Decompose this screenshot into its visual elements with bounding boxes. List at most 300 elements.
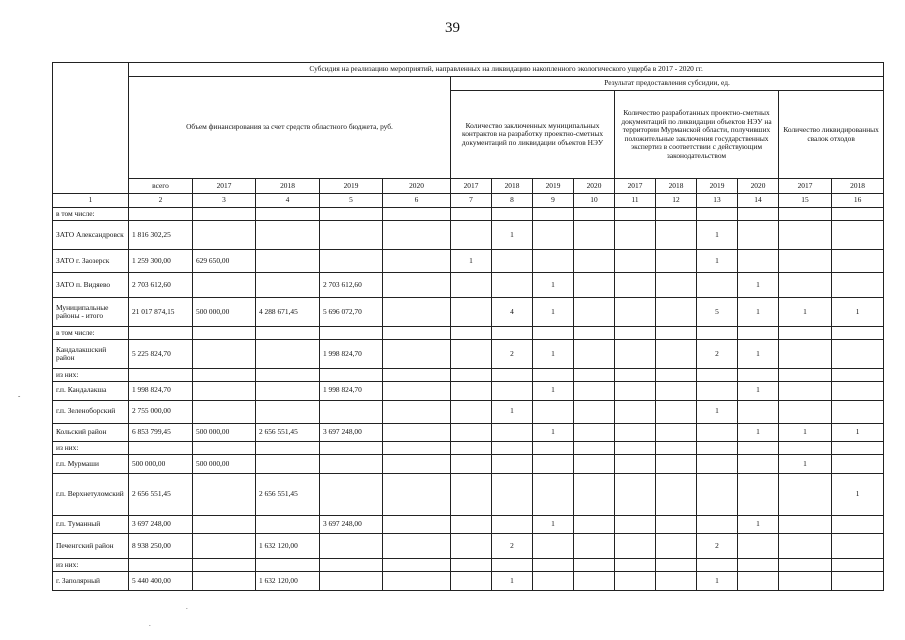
value-cell: 1 bbox=[738, 339, 779, 368]
value-cell bbox=[451, 400, 492, 423]
subheader-cell: 2018 bbox=[492, 179, 533, 194]
column-number-cell: 5 bbox=[320, 193, 383, 208]
value-cell bbox=[533, 442, 574, 455]
value-cell: 1 bbox=[492, 220, 533, 249]
value-cell bbox=[656, 250, 697, 273]
value-cell bbox=[193, 220, 256, 249]
value-cell bbox=[383, 559, 451, 572]
value-cell bbox=[320, 534, 383, 559]
value-cell bbox=[832, 339, 884, 368]
value-cell bbox=[320, 327, 383, 340]
value-cell bbox=[320, 250, 383, 273]
value-cell bbox=[832, 442, 884, 455]
value-cell bbox=[383, 298, 451, 327]
value-cell: 5 bbox=[697, 298, 738, 327]
value-cell bbox=[193, 559, 256, 572]
value-cell bbox=[779, 381, 832, 400]
value-cell bbox=[832, 327, 884, 340]
subheader-cell: 2019 bbox=[320, 179, 383, 194]
value-cell bbox=[574, 273, 615, 298]
value-cell bbox=[656, 423, 697, 442]
subheader-cell: 2019 bbox=[533, 179, 574, 194]
value-cell bbox=[383, 442, 451, 455]
value-cell bbox=[697, 515, 738, 534]
corner-cell bbox=[53, 63, 129, 194]
column-number-cell: 9 bbox=[533, 193, 574, 208]
value-cell bbox=[779, 559, 832, 572]
row-label-cell: г.п. Мурмаши bbox=[53, 454, 129, 473]
value-cell bbox=[492, 515, 533, 534]
value-cell bbox=[451, 534, 492, 559]
value-cell bbox=[779, 571, 832, 590]
value-cell bbox=[615, 515, 656, 534]
value-cell bbox=[656, 327, 697, 340]
value-cell: 1 bbox=[492, 400, 533, 423]
value-cell bbox=[492, 442, 533, 455]
value-cell bbox=[383, 381, 451, 400]
subheader-cell: 2018 bbox=[256, 179, 320, 194]
value-cell bbox=[256, 273, 320, 298]
value-cell bbox=[256, 400, 320, 423]
value-cell bbox=[615, 298, 656, 327]
value-cell bbox=[615, 473, 656, 515]
value-cell bbox=[383, 571, 451, 590]
value-cell bbox=[615, 273, 656, 298]
value-cell bbox=[615, 400, 656, 423]
value-cell bbox=[656, 515, 697, 534]
value-cell bbox=[320, 559, 383, 572]
value-cell bbox=[533, 208, 574, 221]
table-row bbox=[53, 515, 884, 534]
value-cell bbox=[832, 400, 884, 423]
column-number-cell: 13 bbox=[697, 193, 738, 208]
row-label-cell: г. Заполярный bbox=[53, 571, 129, 590]
value-cell bbox=[738, 442, 779, 455]
value-cell bbox=[320, 220, 383, 249]
value-cell bbox=[451, 273, 492, 298]
value-cell bbox=[615, 381, 656, 400]
value-cell bbox=[193, 273, 256, 298]
value-cell bbox=[779, 515, 832, 534]
value-cell bbox=[256, 220, 320, 249]
value-cell bbox=[574, 454, 615, 473]
value-cell bbox=[697, 423, 738, 442]
value-cell bbox=[779, 273, 832, 298]
value-cell bbox=[779, 442, 832, 455]
value-cell bbox=[533, 400, 574, 423]
value-cell bbox=[656, 473, 697, 515]
value-cell bbox=[779, 369, 832, 382]
value-cell: 1 bbox=[779, 423, 832, 442]
value-cell bbox=[697, 442, 738, 455]
value-cell bbox=[615, 534, 656, 559]
value-cell bbox=[256, 250, 320, 273]
value-cell bbox=[492, 208, 533, 221]
value-cell bbox=[533, 571, 574, 590]
value-cell bbox=[451, 369, 492, 382]
value-cell: 1 bbox=[738, 423, 779, 442]
value-cell bbox=[574, 298, 615, 327]
subheader-cell: 2017 bbox=[779, 179, 832, 194]
column-number-cell: 16 bbox=[832, 193, 884, 208]
row-label-cell: г.п. Кандалакша bbox=[53, 381, 129, 400]
value-cell bbox=[451, 339, 492, 368]
value-cell bbox=[832, 454, 884, 473]
subheader-cell: всего bbox=[129, 179, 193, 194]
column-number-cell: 2 bbox=[129, 193, 193, 208]
value-cell bbox=[256, 559, 320, 572]
value-cell: 2 755 000,00 bbox=[129, 400, 193, 423]
value-cell bbox=[656, 298, 697, 327]
value-cell bbox=[533, 327, 574, 340]
value-cell bbox=[738, 327, 779, 340]
row-label-cell: в том числе: bbox=[53, 208, 129, 221]
value-cell bbox=[256, 381, 320, 400]
subheader-cell: 2020 bbox=[738, 179, 779, 194]
dumps-header: Количество ликвидированных свалок отходов bbox=[779, 91, 884, 179]
value-cell: 1 bbox=[533, 381, 574, 400]
value-cell bbox=[533, 220, 574, 249]
table-row bbox=[53, 381, 884, 400]
value-cell bbox=[738, 369, 779, 382]
value-cell: 1 632 120,00 bbox=[256, 534, 320, 559]
contracts-header: Количество заключенных муниципальных контрактов на разработку проектно-сметных документаций по ликвидации объектов НЭУ bbox=[451, 91, 615, 179]
value-cell bbox=[256, 515, 320, 534]
value-cell bbox=[383, 473, 451, 515]
subheader-cell: 2017 bbox=[193, 179, 256, 194]
value-cell: 500 000,00 bbox=[193, 423, 256, 442]
value-cell bbox=[832, 369, 884, 382]
table-title: Субсидия на реализацию мероприятий, направленных на ликвидацию накопленного экологического ущерба в 2017 - 2020 гг. bbox=[129, 63, 884, 77]
row-label-cell: ЗАТО г. Заозерск bbox=[53, 250, 129, 273]
value-cell: 1 bbox=[832, 423, 884, 442]
row-label-cell: из них: bbox=[53, 442, 129, 455]
value-cell bbox=[574, 423, 615, 442]
table-row bbox=[53, 473, 884, 515]
value-cell bbox=[832, 571, 884, 590]
value-cell bbox=[129, 442, 193, 455]
value-cell bbox=[383, 369, 451, 382]
table-row bbox=[53, 534, 884, 559]
value-cell bbox=[697, 473, 738, 515]
value-cell bbox=[615, 327, 656, 340]
page-number: 39 bbox=[445, 20, 460, 36]
value-cell bbox=[574, 400, 615, 423]
financing-header: Объем финансирования за счет средств областного бюджета, руб. bbox=[129, 76, 451, 178]
value-cell bbox=[779, 220, 832, 249]
value-cell bbox=[832, 220, 884, 249]
table-row bbox=[53, 454, 884, 473]
value-cell bbox=[129, 208, 193, 221]
value-cell bbox=[615, 220, 656, 249]
value-cell: 1 816 302,25 bbox=[129, 220, 193, 249]
value-cell: 1 bbox=[451, 250, 492, 273]
value-cell bbox=[574, 381, 615, 400]
table-row bbox=[53, 369, 884, 382]
value-cell bbox=[832, 515, 884, 534]
value-cell bbox=[320, 400, 383, 423]
table-row bbox=[53, 298, 884, 327]
value-cell bbox=[256, 369, 320, 382]
value-cell bbox=[656, 339, 697, 368]
value-cell bbox=[451, 298, 492, 327]
value-cell bbox=[383, 339, 451, 368]
value-cell bbox=[697, 559, 738, 572]
value-cell bbox=[656, 273, 697, 298]
table-row bbox=[53, 250, 884, 273]
value-cell bbox=[779, 473, 832, 515]
row-label-cell: из них: bbox=[53, 559, 129, 572]
value-cell bbox=[697, 327, 738, 340]
value-cell bbox=[615, 250, 656, 273]
value-cell: 1 bbox=[832, 298, 884, 327]
value-cell bbox=[779, 327, 832, 340]
value-cell: 500 000,00 bbox=[193, 454, 256, 473]
column-number-cell: 4 bbox=[256, 193, 320, 208]
value-cell bbox=[656, 534, 697, 559]
value-cell: 3 697 248,00 bbox=[129, 515, 193, 534]
value-cell bbox=[383, 220, 451, 249]
value-cell: 1 bbox=[533, 339, 574, 368]
row-label-cell: Печенгский район bbox=[53, 534, 129, 559]
row-label-cell: ЗАТО Александровск bbox=[53, 220, 129, 249]
value-cell bbox=[383, 327, 451, 340]
value-cell: 2 656 551,45 bbox=[256, 473, 320, 515]
value-cell: 1 bbox=[533, 273, 574, 298]
value-cell bbox=[738, 400, 779, 423]
margin-dot: . bbox=[186, 603, 188, 611]
value-cell bbox=[129, 369, 193, 382]
value-cell: 1 bbox=[697, 220, 738, 249]
table-row bbox=[53, 423, 884, 442]
value-cell bbox=[492, 423, 533, 442]
value-cell bbox=[451, 454, 492, 473]
row-label-cell: в том числе: bbox=[53, 327, 129, 340]
value-cell bbox=[193, 369, 256, 382]
value-cell bbox=[574, 473, 615, 515]
value-cell bbox=[574, 571, 615, 590]
table-row bbox=[53, 220, 884, 249]
result-header: Результат предоставления субсидии, ед. bbox=[451, 76, 884, 91]
value-cell bbox=[320, 571, 383, 590]
value-cell bbox=[320, 473, 383, 515]
value-cell bbox=[533, 473, 574, 515]
value-cell bbox=[574, 339, 615, 368]
value-cell bbox=[574, 559, 615, 572]
row-label-cell: г.п. Туманный bbox=[53, 515, 129, 534]
value-cell: 6 853 799,45 bbox=[129, 423, 193, 442]
value-cell bbox=[615, 454, 656, 473]
value-cell bbox=[738, 208, 779, 221]
value-cell: 2 bbox=[697, 339, 738, 368]
value-cell bbox=[574, 515, 615, 534]
value-cell bbox=[492, 369, 533, 382]
value-cell bbox=[492, 250, 533, 273]
value-cell bbox=[533, 559, 574, 572]
subheader-cell: 2020 bbox=[383, 179, 451, 194]
value-cell bbox=[193, 327, 256, 340]
value-cell bbox=[193, 571, 256, 590]
value-cell bbox=[533, 250, 574, 273]
value-cell: 1 259 300,00 bbox=[129, 250, 193, 273]
margin-dot: . bbox=[149, 620, 151, 628]
value-cell bbox=[832, 559, 884, 572]
value-cell bbox=[383, 515, 451, 534]
value-cell bbox=[832, 208, 884, 221]
value-cell: 1 998 824,70 bbox=[320, 381, 383, 400]
column-number-cell: 12 bbox=[656, 193, 697, 208]
value-cell: 1 bbox=[697, 571, 738, 590]
value-cell bbox=[256, 339, 320, 368]
developed-header: Количество разработанных проектно-сметных документаций по ликвидации объектов НЭУ на территории Мурманской области, получивших положительные заключения государственных экспертиз в соответствии с действующим законодательством bbox=[615, 91, 779, 179]
value-cell bbox=[383, 423, 451, 442]
value-cell bbox=[383, 400, 451, 423]
value-cell: 2 703 612,60 bbox=[320, 273, 383, 298]
table-row bbox=[53, 273, 884, 298]
value-cell bbox=[451, 423, 492, 442]
value-cell bbox=[492, 381, 533, 400]
value-cell: 4 bbox=[492, 298, 533, 327]
value-cell bbox=[779, 534, 832, 559]
value-cell: 629 650,00 bbox=[193, 250, 256, 273]
value-cell bbox=[615, 208, 656, 221]
subheader-cell: 2017 bbox=[615, 179, 656, 194]
value-cell bbox=[320, 208, 383, 221]
value-cell bbox=[615, 559, 656, 572]
value-cell: 1 bbox=[738, 515, 779, 534]
value-cell bbox=[574, 534, 615, 559]
value-cell: 2 656 551,45 bbox=[256, 423, 320, 442]
value-cell bbox=[697, 381, 738, 400]
value-cell bbox=[492, 273, 533, 298]
row-label-cell: г.п. Зеленоборский bbox=[53, 400, 129, 423]
value-cell bbox=[574, 250, 615, 273]
value-cell bbox=[383, 208, 451, 221]
column-number-cell: 6 bbox=[383, 193, 451, 208]
value-cell bbox=[492, 473, 533, 515]
column-number-cell: 7 bbox=[451, 193, 492, 208]
value-cell bbox=[320, 454, 383, 473]
margin-dot: - bbox=[18, 392, 21, 400]
value-cell bbox=[738, 454, 779, 473]
value-cell bbox=[738, 559, 779, 572]
value-cell bbox=[574, 208, 615, 221]
value-cell bbox=[615, 442, 656, 455]
value-cell bbox=[492, 454, 533, 473]
value-cell: 500 000,00 bbox=[129, 454, 193, 473]
value-cell: 1 bbox=[533, 423, 574, 442]
value-cell: 1 632 120,00 bbox=[256, 571, 320, 590]
value-cell bbox=[779, 208, 832, 221]
value-cell bbox=[193, 515, 256, 534]
value-cell: 1 bbox=[738, 273, 779, 298]
value-cell: 1 bbox=[533, 298, 574, 327]
table-row bbox=[53, 571, 884, 590]
value-cell bbox=[574, 369, 615, 382]
value-cell: 4 288 671,45 bbox=[256, 298, 320, 327]
value-cell: 2 703 612,60 bbox=[129, 273, 193, 298]
value-cell bbox=[832, 250, 884, 273]
value-cell bbox=[832, 534, 884, 559]
row-label-cell: г.п. Верхнетуломский bbox=[53, 473, 129, 515]
value-cell bbox=[738, 534, 779, 559]
column-number-cell: 10 bbox=[574, 193, 615, 208]
value-cell bbox=[193, 381, 256, 400]
value-cell bbox=[656, 400, 697, 423]
value-cell: 1 bbox=[697, 250, 738, 273]
value-cell bbox=[615, 369, 656, 382]
value-cell bbox=[193, 339, 256, 368]
value-cell bbox=[738, 571, 779, 590]
value-cell bbox=[656, 381, 697, 400]
value-cell: 8 938 250,00 bbox=[129, 534, 193, 559]
value-cell bbox=[656, 442, 697, 455]
column-number-cell: 8 bbox=[492, 193, 533, 208]
value-cell bbox=[383, 250, 451, 273]
value-cell bbox=[574, 220, 615, 249]
value-cell bbox=[656, 559, 697, 572]
value-cell bbox=[492, 559, 533, 572]
value-cell bbox=[779, 250, 832, 273]
table-row bbox=[53, 339, 884, 368]
value-cell bbox=[193, 442, 256, 455]
value-cell bbox=[738, 220, 779, 249]
value-cell: 3 697 248,00 bbox=[320, 515, 383, 534]
value-cell bbox=[656, 220, 697, 249]
value-cell bbox=[615, 339, 656, 368]
value-cell: 1 bbox=[779, 298, 832, 327]
table-row bbox=[53, 559, 884, 572]
value-cell bbox=[697, 369, 738, 382]
value-cell: 1 bbox=[779, 454, 832, 473]
value-cell bbox=[451, 381, 492, 400]
table-row bbox=[53, 208, 884, 221]
value-cell bbox=[451, 515, 492, 534]
value-cell bbox=[738, 250, 779, 273]
value-cell: 1 bbox=[738, 381, 779, 400]
value-cell bbox=[697, 208, 738, 221]
column-number-cell: 15 bbox=[779, 193, 832, 208]
table-row bbox=[53, 442, 884, 455]
table-row bbox=[53, 400, 884, 423]
value-cell bbox=[697, 273, 738, 298]
subheader-cell: 2019 bbox=[697, 179, 738, 194]
column-number-cell: 3 bbox=[193, 193, 256, 208]
value-cell: 1 998 824,70 bbox=[129, 381, 193, 400]
subsidy-table bbox=[52, 62, 884, 591]
value-cell bbox=[451, 473, 492, 515]
value-cell bbox=[256, 442, 320, 455]
value-cell bbox=[451, 327, 492, 340]
value-cell: 1 bbox=[738, 298, 779, 327]
value-cell: 2 bbox=[492, 339, 533, 368]
column-number-cell: 11 bbox=[615, 193, 656, 208]
value-cell bbox=[451, 559, 492, 572]
value-cell bbox=[193, 208, 256, 221]
row-label-cell: Муниципальные районы - итого bbox=[53, 298, 129, 327]
value-cell bbox=[320, 442, 383, 455]
value-cell bbox=[779, 400, 832, 423]
value-cell: 1 bbox=[697, 400, 738, 423]
value-cell: 1 bbox=[533, 515, 574, 534]
subheader-cell: 2018 bbox=[832, 179, 884, 194]
value-cell bbox=[383, 273, 451, 298]
value-cell bbox=[615, 423, 656, 442]
value-cell bbox=[832, 381, 884, 400]
value-cell: 1 998 824,70 bbox=[320, 339, 383, 368]
row-label-cell: ЗАТО п. Видяево bbox=[53, 273, 129, 298]
value-cell bbox=[574, 327, 615, 340]
